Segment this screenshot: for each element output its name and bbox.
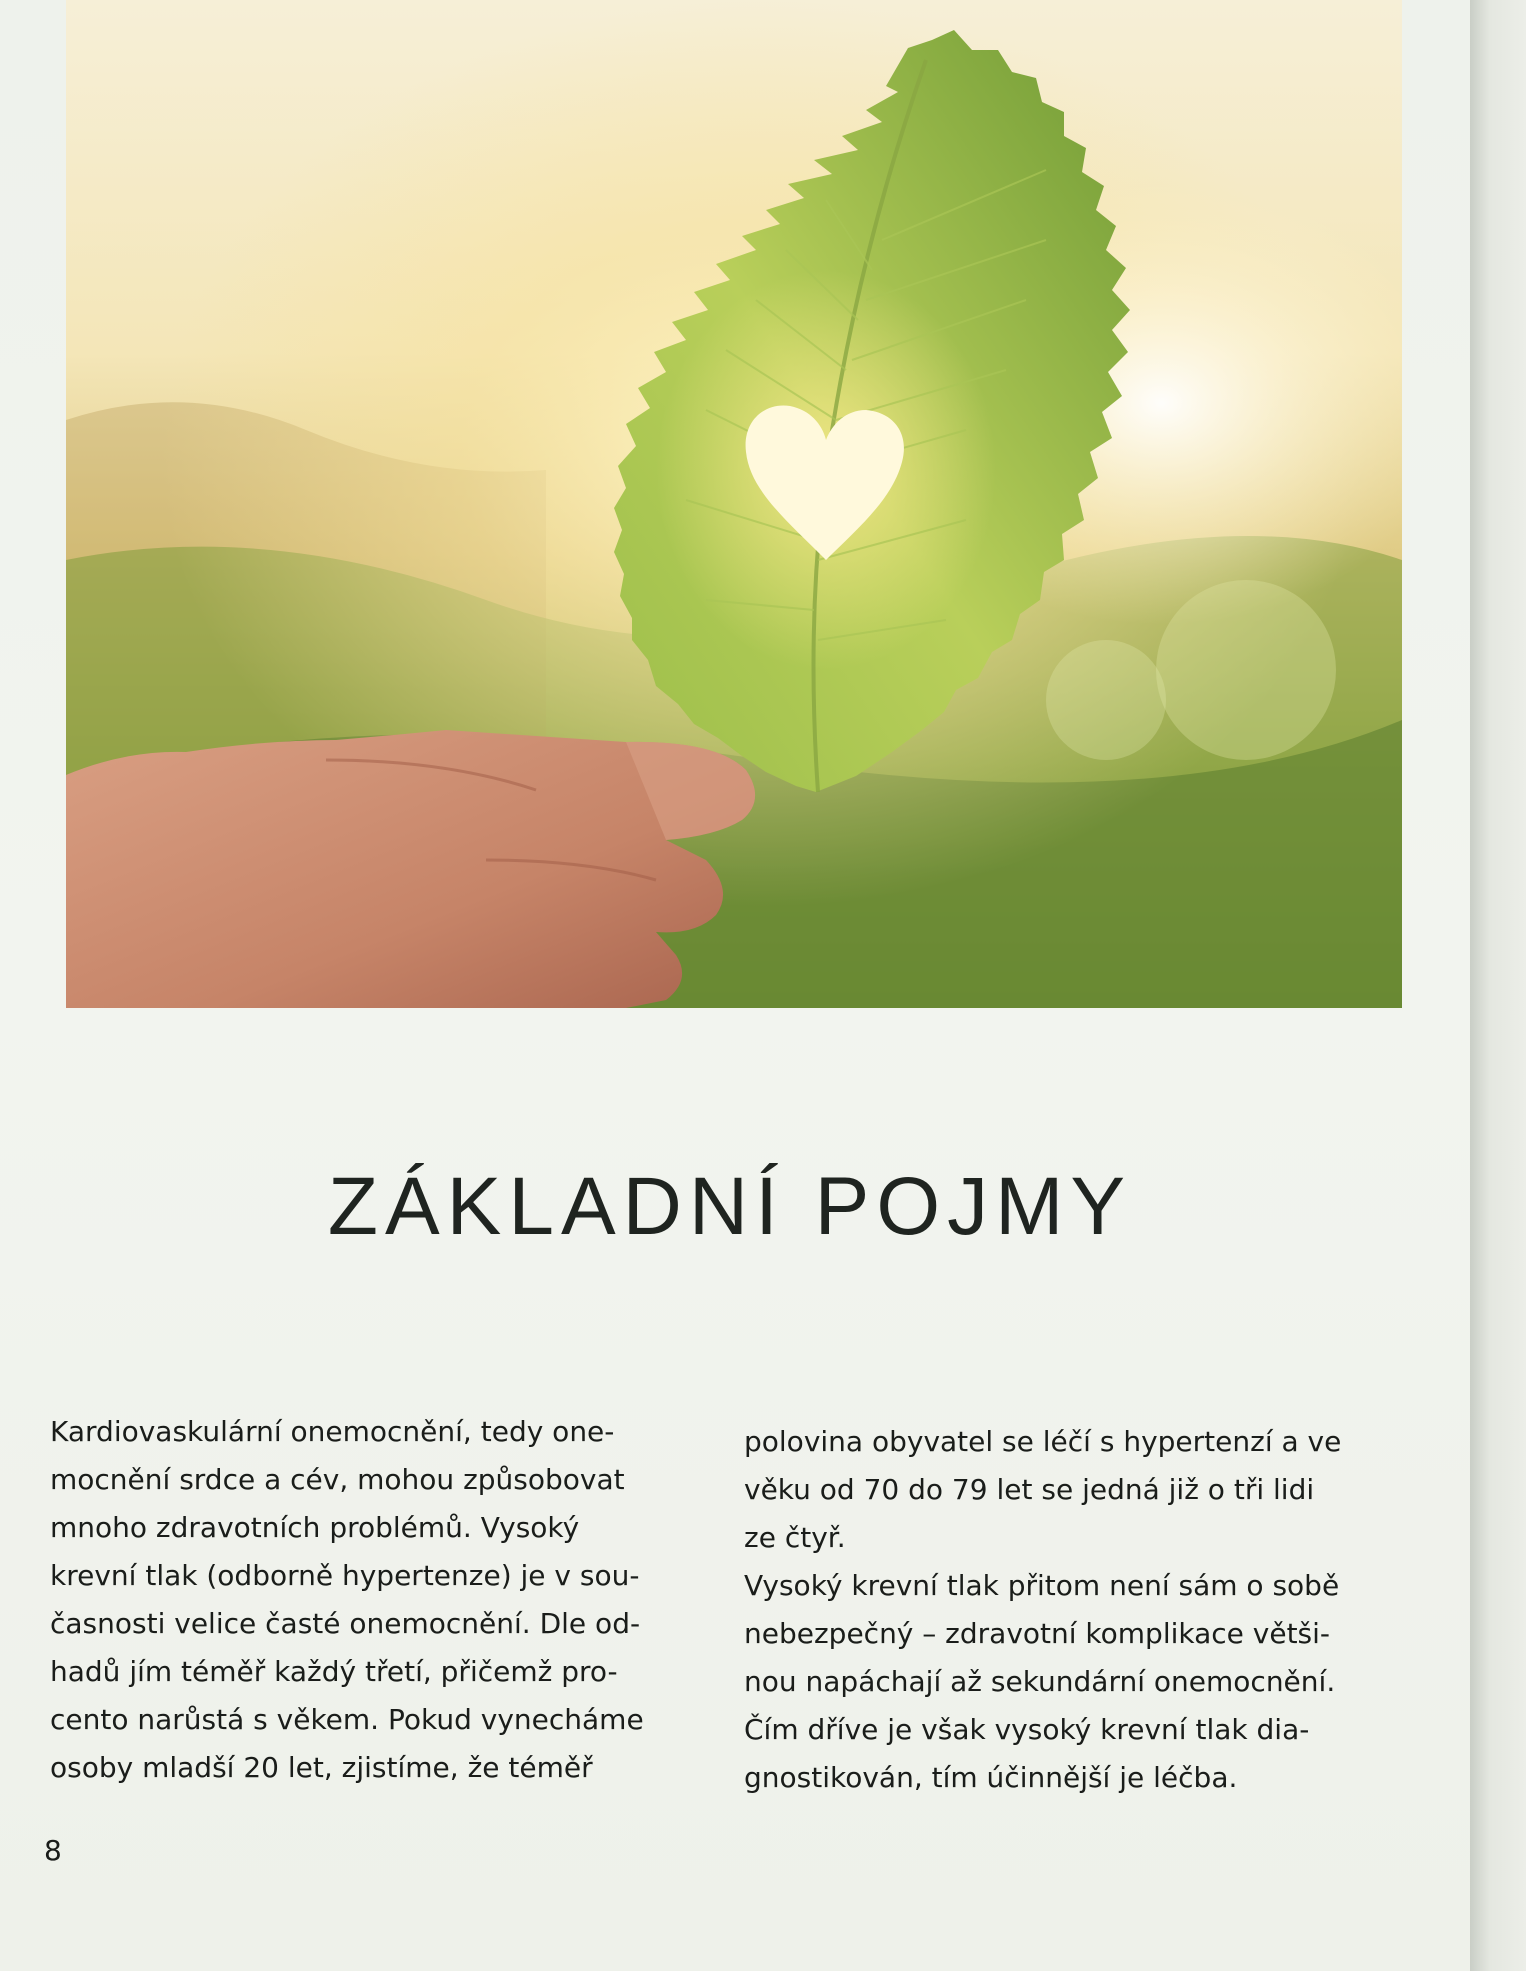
body-column-left [50,1408,710,1792]
text-line: mnoho zdravotních problémů. Vysoký [50,1511,580,1544]
text-line: osoby mladší 20 let, zjistíme, že téměř [50,1751,593,1784]
text-line: Kardiovaskulární onemocnění, tedy one- [50,1415,615,1448]
page-number: 8 [44,1834,62,1867]
text-line: mocnění srdce a cév, mohou způsobovat [50,1463,625,1496]
chapter-heading: ZÁKLADNÍ POJMY [327,1161,1133,1252]
text-line: polovina obyvatel se léčí s hypertenzí a ve [744,1425,1342,1458]
leaf-heart-photo [66,0,1402,1008]
text-line: gnostikován, tím účinnější je léčba. [744,1761,1238,1794]
text-line: ze čtyř. [744,1521,846,1554]
page-edge [1470,0,1526,1971]
text-line: Čím dříve je však vysoký krevní tlak dia- [744,1713,1310,1746]
hand [66,730,755,1008]
body-column-right [744,1418,1404,1802]
text-line: cento narůstá s věkem. Pokud vynecháme [50,1703,644,1736]
text-line: nou napáchají až sekundární onemocnění. [744,1665,1336,1698]
text-line: věku od 70 do 79 let se jedná již o tři lidi [744,1473,1315,1506]
text-line: Vysoký krevní tlak přitom není sám o sobě [744,1569,1340,1602]
text-line: nebezpečný – zdravotní komplikace větši- [744,1617,1331,1650]
text-line: hadů jím téměř každý třetí, přičemž pro- [50,1655,618,1688]
text-line: časnosti velice časté onemocnění. Dle od- [50,1607,641,1640]
text-line: krevní tlak (odborně hypertenze) je v sou- [50,1559,640,1592]
